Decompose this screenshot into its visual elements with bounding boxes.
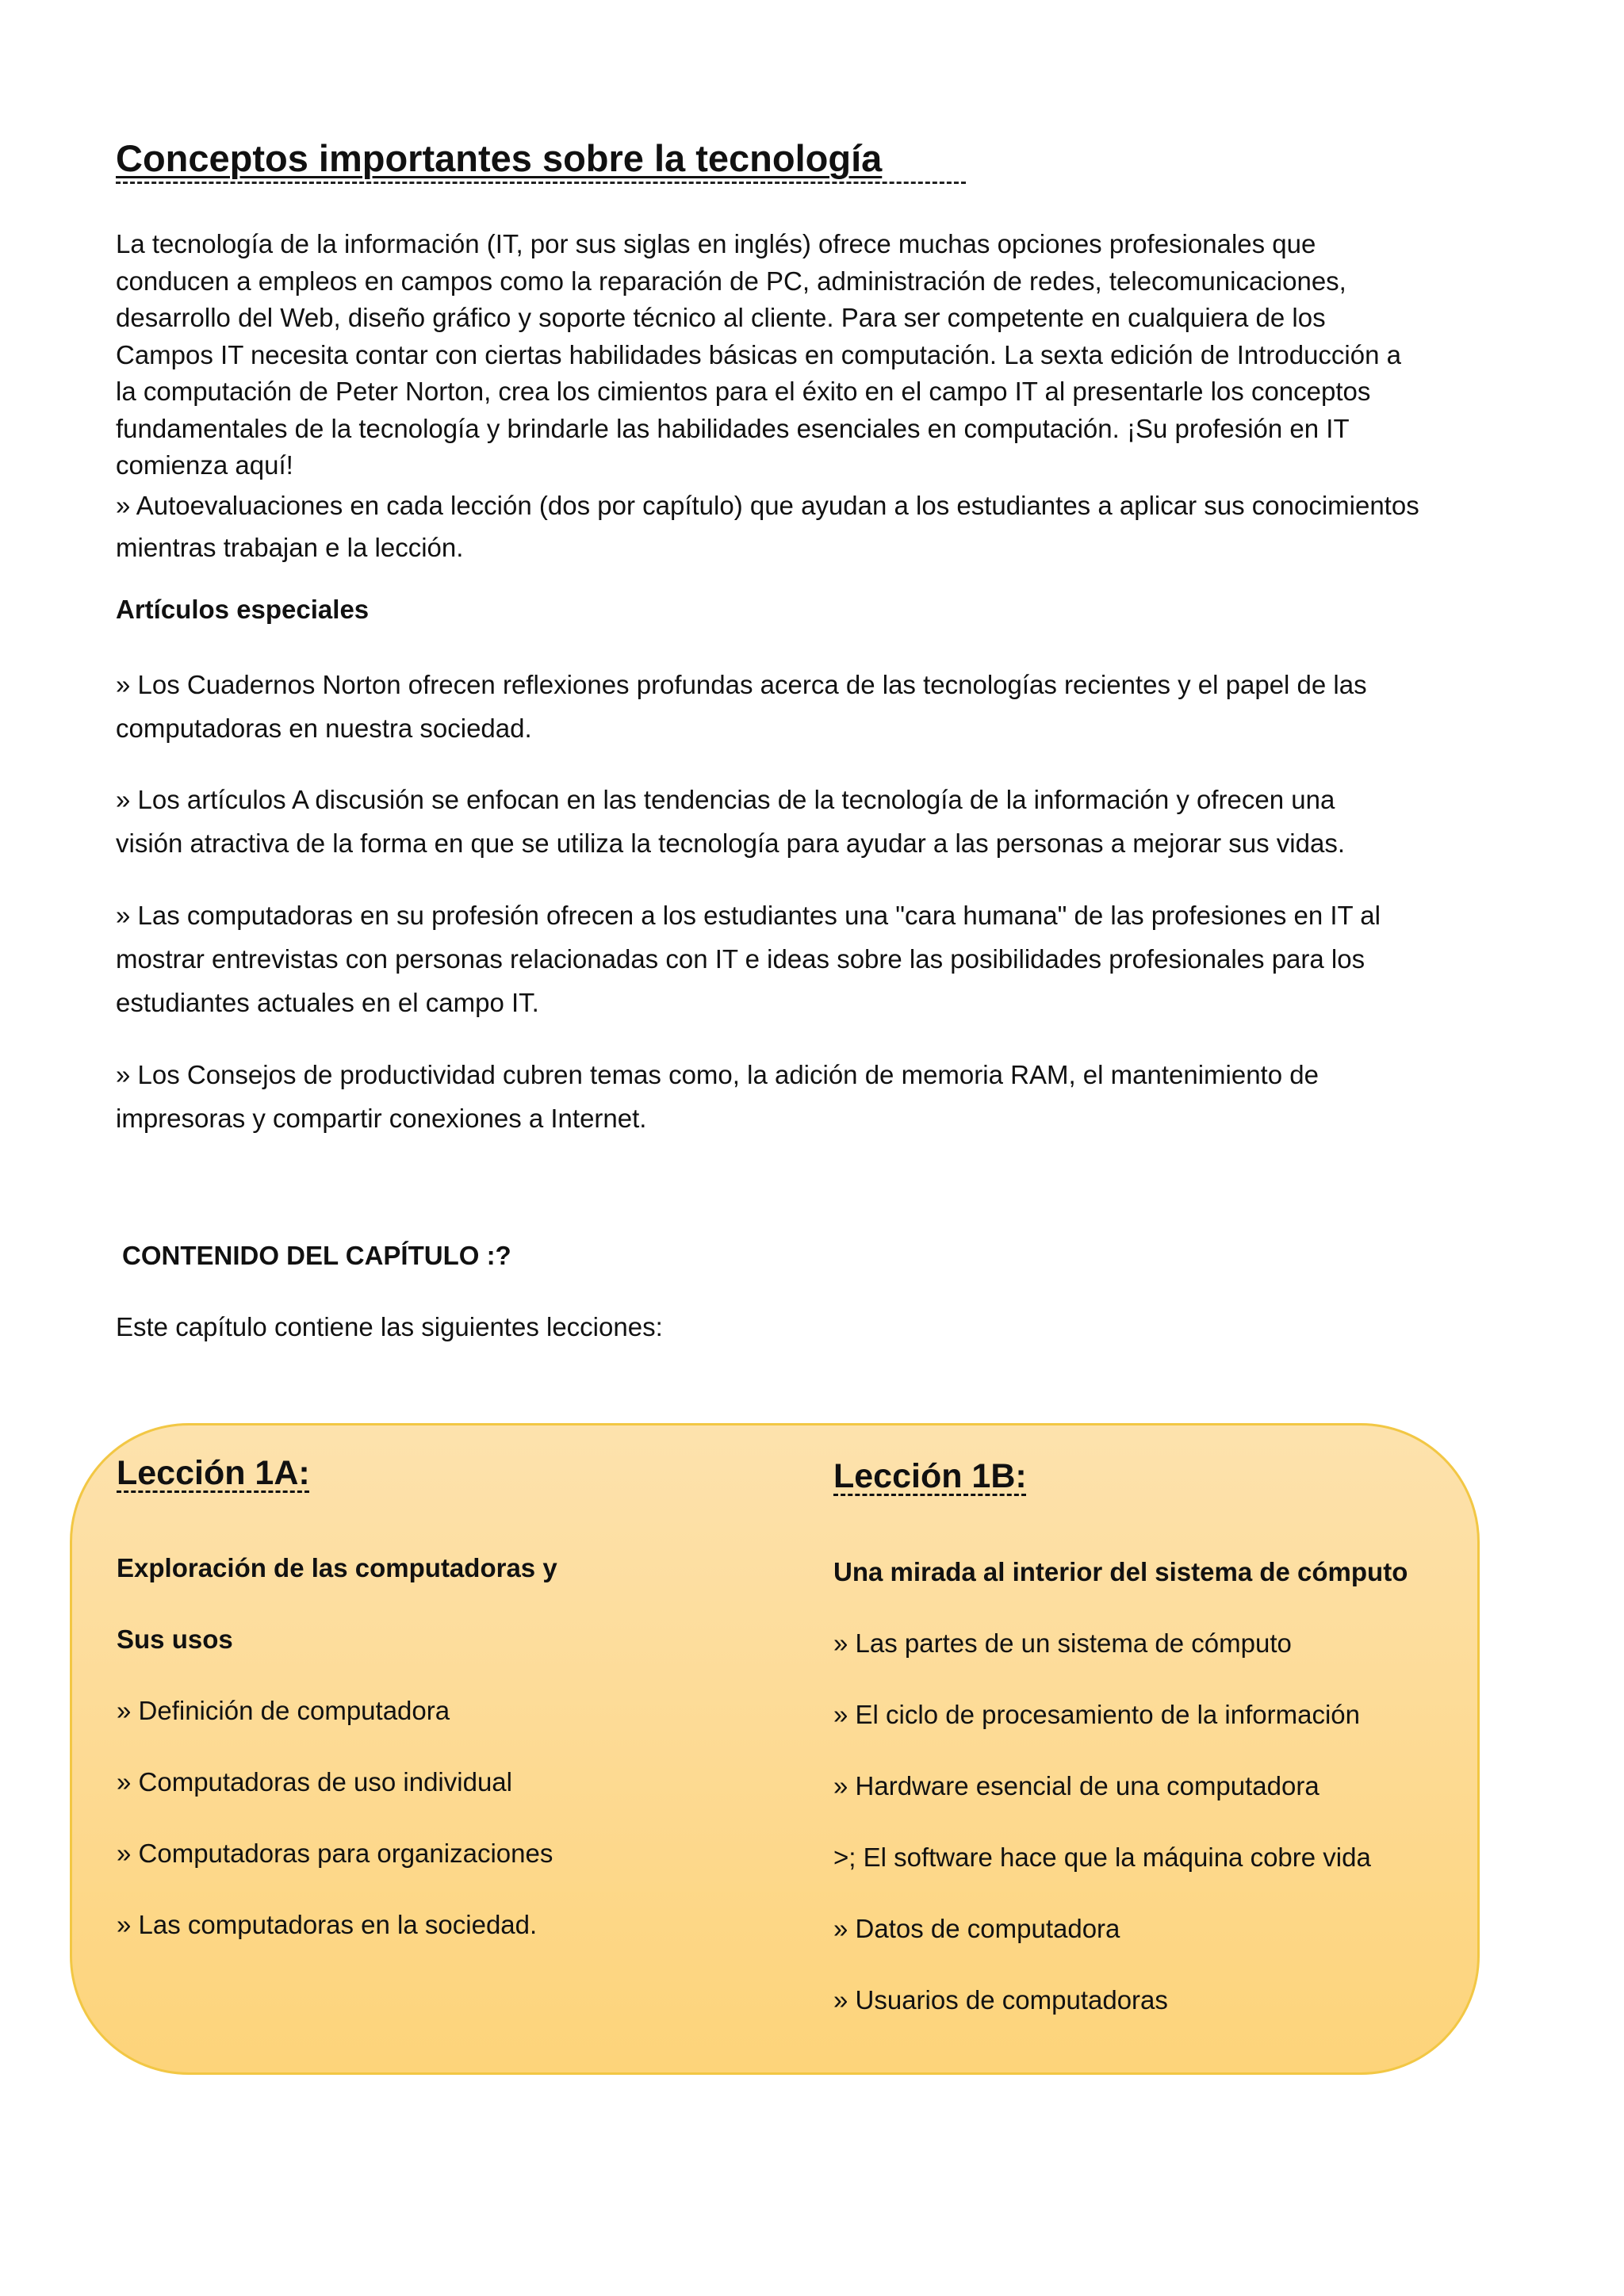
paragraph-line: visión atractiva de la forma en que se utiliza la tecnología para ayudar a las personas a mejorar sus vidas. (116, 828, 1346, 858)
intro-bullet-line: mientras trabajan e la lección. (116, 532, 464, 562)
special-paragraph (116, 778, 1464, 865)
special-paragraph (116, 663, 1464, 750)
intro-line: desarrollo del Web, diseño gráfico y soporte técnico al cliente. Para ser competente en cualquiera de los (116, 303, 1326, 332)
paragraph-line: estudiantes actuales en el campo IT. (116, 988, 539, 1017)
lesson-1b-column (833, 1457, 1452, 2015)
intro-line: Campos IT necesita contar con ciertas habilidades básicas en computación. La sexta edición de Introducción a (116, 339, 1401, 369)
lesson-1a-item: » Definición de computadora (117, 1696, 450, 1725)
lesson-1a-item: » Computadoras de uso individual (117, 1767, 512, 1797)
intro-line: conducen a empleos en campos como la reparación de PC, administración de redes, telecomunicaciones, (116, 266, 1346, 296)
chapter-intro-text: Este capítulo contiene las siguientes lecciones: (116, 1312, 663, 1341)
lesson-1a-item: » Las computadoras en la sociedad. (117, 1910, 538, 1939)
lesson-1b-item: » Datos de computadora (833, 1914, 1120, 1943)
special-paragraph (116, 894, 1464, 1024)
intro-line: La tecnología de la información (IT, por sus siglas en inglés) ofrece muchas opciones profesionales que (116, 229, 1316, 258)
lesson-1b-item: » Las partes de un sistema de cómputo (833, 1628, 1292, 1658)
lesson-1b-item: » El ciclo de procesamiento de la información (833, 1700, 1361, 1729)
lesson-1b-title: Lección 1B: (833, 1457, 1027, 1495)
intro-paragraph (116, 226, 1464, 568)
lesson-1b-item: » Hardware esencial de una computadora (833, 1771, 1320, 1800)
intro-line: comienza aquí! (116, 450, 293, 480)
paragraph-line: computadoras en nuestra sociedad. (116, 714, 532, 743)
special-articles-heading: Artículos especiales (116, 595, 370, 624)
lesson-1b-item: >; El software hace que la máquina cobre vida (833, 1843, 1371, 1872)
paragraph-line: » Los artículos A discusión se enfocan en las tendencias de la tecnología de la información y ofrecen una (116, 785, 1335, 814)
lesson-1a-subtitle-continued: Sus usos (117, 1624, 233, 1654)
paragraph-line: » Las computadoras en su profesión ofrecen a los estudiantes una "cara humana" de las profesiones en IT al (116, 901, 1381, 930)
lesson-1b-subtitle: Una mirada al interior del sistema de cómputo (833, 1557, 1408, 1586)
paragraph-line: mostrar entrevistas con personas relacionadas con IT e ideas sobre las posibilidades profesionales para los (116, 944, 1365, 974)
paragraph-line: impresoras y compartir conexiones a Internet. (116, 1104, 647, 1133)
intro-bullet-line: » Autoevaluaciones en cada lección (dos por capítulo) que ayudan a los estudiantes a aplicar sus conocimientos (116, 490, 1419, 520)
page-title: Conceptos importantes sobre la tecnología (116, 137, 883, 179)
lesson-1a-column (117, 1454, 767, 1939)
lessons-box (70, 1423, 1480, 2075)
paragraph-line: » Los Consejos de productividad cubren temas como, la adición de memoria RAM, el mantenimiento de (116, 1060, 1319, 1089)
title-dashed-underline (116, 182, 966, 184)
intro-line: fundamentales de la tecnología y brindarle las habilidades esenciales en computación. ¡Su profesión en IT (116, 413, 1350, 443)
paragraph-line: » Los Cuadernos Norton ofrecen reflexiones profundas acerca de las tecnologías recientes y el papel de las (116, 670, 1367, 699)
lesson-1a-subtitle: Exploración de las computadoras y (117, 1553, 557, 1582)
lesson-1a-title: Lección 1A: (117, 1454, 310, 1492)
chapter-contents-heading: CONTENIDO DEL CAPÍTULO :? (122, 1241, 511, 1270)
lesson-1a-item: » Computadoras para organizaciones (117, 1839, 553, 1868)
intro-line: la computación de Peter Norton, crea los cimientos para el éxito en el campo IT al presentarle los conceptos (116, 377, 1371, 406)
lesson-1b-item: » Usuarios de computadoras (833, 1985, 1168, 2015)
special-paragraph (116, 1053, 1464, 1140)
